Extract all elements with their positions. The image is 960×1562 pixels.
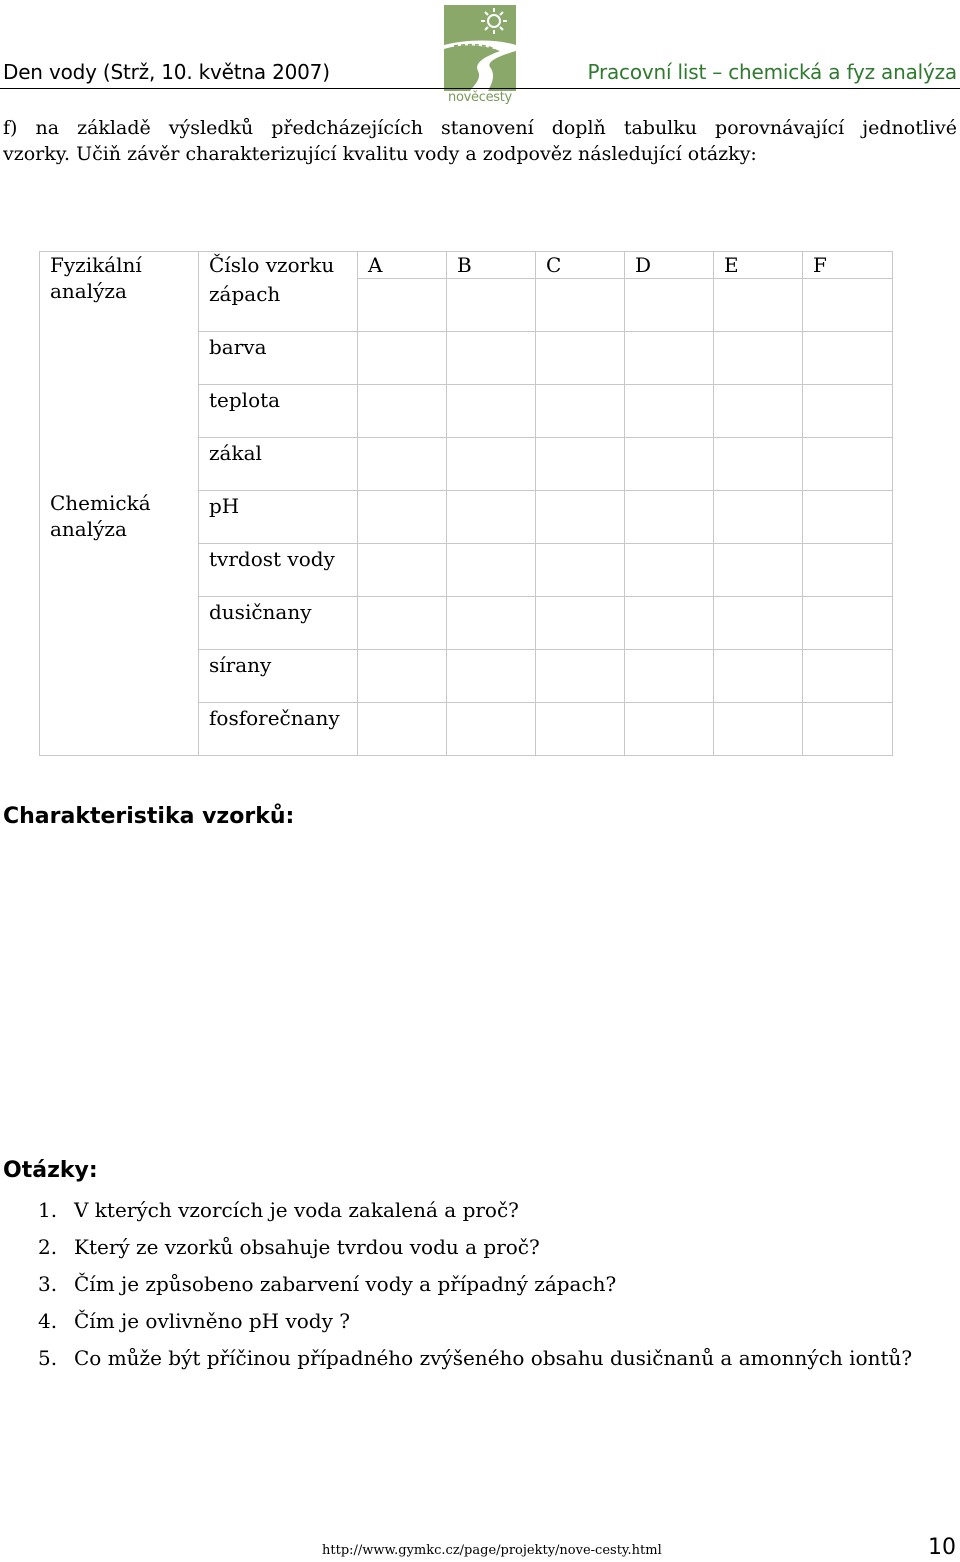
table-header-row <box>40 252 893 279</box>
table-cell[interactable] <box>803 649 893 702</box>
table-cell[interactable] <box>358 543 447 596</box>
table-cell[interactable] <box>803 596 893 649</box>
table-cell[interactable] <box>536 490 625 543</box>
param-label: zápach <box>199 279 358 332</box>
table-cell[interactable] <box>714 384 803 437</box>
sample-header-b: B <box>447 252 536 279</box>
table-cell[interactable] <box>625 490 714 543</box>
table-cell[interactable] <box>714 649 803 702</box>
sample-header-f: F <box>803 252 893 279</box>
logo-road-sun-icon <box>444 5 516 91</box>
table-cell[interactable] <box>625 384 714 437</box>
table-cell[interactable] <box>714 596 803 649</box>
question-text: Co může být příčinou případného zvýšeného obsahu dusičnanů a amonných iontů? <box>74 1346 913 1370</box>
table-row <box>40 490 893 543</box>
list-item <box>38 1197 958 1223</box>
questions-list <box>38 1197 958 1382</box>
table-cell[interactable] <box>358 437 447 490</box>
table-cell[interactable] <box>625 649 714 702</box>
table-cell[interactable] <box>803 543 893 596</box>
table-cell[interactable] <box>536 649 625 702</box>
table-cell[interactable] <box>358 331 447 384</box>
table-cell[interactable] <box>714 331 803 384</box>
list-item <box>38 1308 958 1334</box>
question-number: 4. <box>38 1309 58 1333</box>
param-label: barva <box>199 331 358 384</box>
characteristics-heading: Charakteristika vzorků: <box>3 804 295 829</box>
param-label: dusičnany <box>199 596 358 649</box>
param-label: zákal <box>199 437 358 490</box>
table-cell[interactable] <box>358 702 447 755</box>
table-cell[interactable] <box>358 596 447 649</box>
question-number: 3. <box>38 1272 58 1296</box>
table-cell[interactable] <box>447 543 536 596</box>
table-cell[interactable] <box>447 437 536 490</box>
question-text: Který ze vzorků obsahuje tvrdou vodu a proč? <box>74 1235 540 1259</box>
table-cell[interactable] <box>625 702 714 755</box>
question-number: 1. <box>38 1198 58 1222</box>
table-cell[interactable] <box>625 543 714 596</box>
table-cell[interactable] <box>536 437 625 490</box>
table-cell[interactable] <box>536 331 625 384</box>
sample-header-c: C <box>536 252 625 279</box>
table-cell[interactable] <box>358 490 447 543</box>
table-cell[interactable] <box>803 702 893 755</box>
table-cell[interactable] <box>536 279 625 332</box>
list-item <box>38 1345 958 1371</box>
table-cell[interactable] <box>447 596 536 649</box>
sample-header-a: A <box>358 252 447 279</box>
sample-number-header: Číslo vzorku <box>199 252 358 279</box>
header-divider <box>0 88 960 89</box>
table-cell[interactable] <box>447 490 536 543</box>
logo-text: nověcesty <box>448 90 512 105</box>
intro-paragraph <box>3 115 957 167</box>
table-cell[interactable] <box>803 437 893 490</box>
table-cell[interactable] <box>447 384 536 437</box>
table-cell[interactable] <box>447 649 536 702</box>
param-label: fosforečnany <box>199 702 358 755</box>
table-cell[interactable] <box>536 702 625 755</box>
table-cell[interactable] <box>714 437 803 490</box>
analysis-table <box>39 251 893 756</box>
table-cell[interactable] <box>447 279 536 332</box>
intro-line-2: vzorky. Učiň závěr charakterizující kvalitu vody a zodpověz následující otázky: <box>3 143 757 165</box>
question-text: Čím je způsobeno zabarvení vody a případný zápach? <box>74 1272 617 1296</box>
table-cell[interactable] <box>358 384 447 437</box>
question-number: 2. <box>38 1235 58 1259</box>
list-item <box>38 1271 958 1297</box>
table-cell[interactable] <box>803 490 893 543</box>
table-cell[interactable] <box>714 279 803 332</box>
table-cell[interactable] <box>714 543 803 596</box>
table-cell[interactable] <box>803 384 893 437</box>
footer-url-link[interactable]: http://www.gymkc.cz/page/projekty/nove-cesty.html <box>322 1543 662 1558</box>
table-cell[interactable] <box>803 331 893 384</box>
header-event-title: Den vody (Strž, 10. května 2007) <box>3 60 330 84</box>
table-cell[interactable] <box>536 543 625 596</box>
table-cell[interactable] <box>358 279 447 332</box>
table-cell[interactable] <box>625 437 714 490</box>
header-worksheet-title: Pracovní list – chemická a fyz analýza <box>587 60 957 84</box>
table-cell[interactable] <box>536 596 625 649</box>
questions-heading: Otázky: <box>3 1158 98 1183</box>
table-cell[interactable] <box>803 279 893 332</box>
intro-line-1: f) na základě výsledků předcházejících stanovení doplň tabulku porovnávající jednotlivé <box>3 117 957 139</box>
nove-cesty-logo <box>441 5 517 105</box>
table-cell[interactable] <box>625 331 714 384</box>
table-cell[interactable] <box>625 279 714 332</box>
table-cell[interactable] <box>625 596 714 649</box>
param-label: pH <box>199 490 358 543</box>
table-cell[interactable] <box>536 384 625 437</box>
question-text: Čím je ovlivněno pH vody ? <box>74 1309 350 1333</box>
param-label: sírany <box>199 649 358 702</box>
table-cell[interactable] <box>447 702 536 755</box>
table-cell[interactable] <box>447 331 536 384</box>
page-number: 10 <box>928 1535 956 1560</box>
sample-header-d: D <box>625 252 714 279</box>
list-item <box>38 1234 958 1260</box>
category-chemical: Chemická analýza <box>40 490 199 755</box>
question-number: 5. <box>38 1346 58 1370</box>
param-label: teplota <box>199 384 358 437</box>
param-label: tvrdost vody <box>199 543 358 596</box>
table-cell[interactable] <box>358 649 447 702</box>
table-cell[interactable] <box>714 490 803 543</box>
table-cell[interactable] <box>714 702 803 755</box>
sample-header-e: E <box>714 252 803 279</box>
category-physical: Fyzikální analýza <box>40 252 199 491</box>
question-text: V kterých vzorcích je voda zakalená a proč? <box>74 1198 519 1222</box>
